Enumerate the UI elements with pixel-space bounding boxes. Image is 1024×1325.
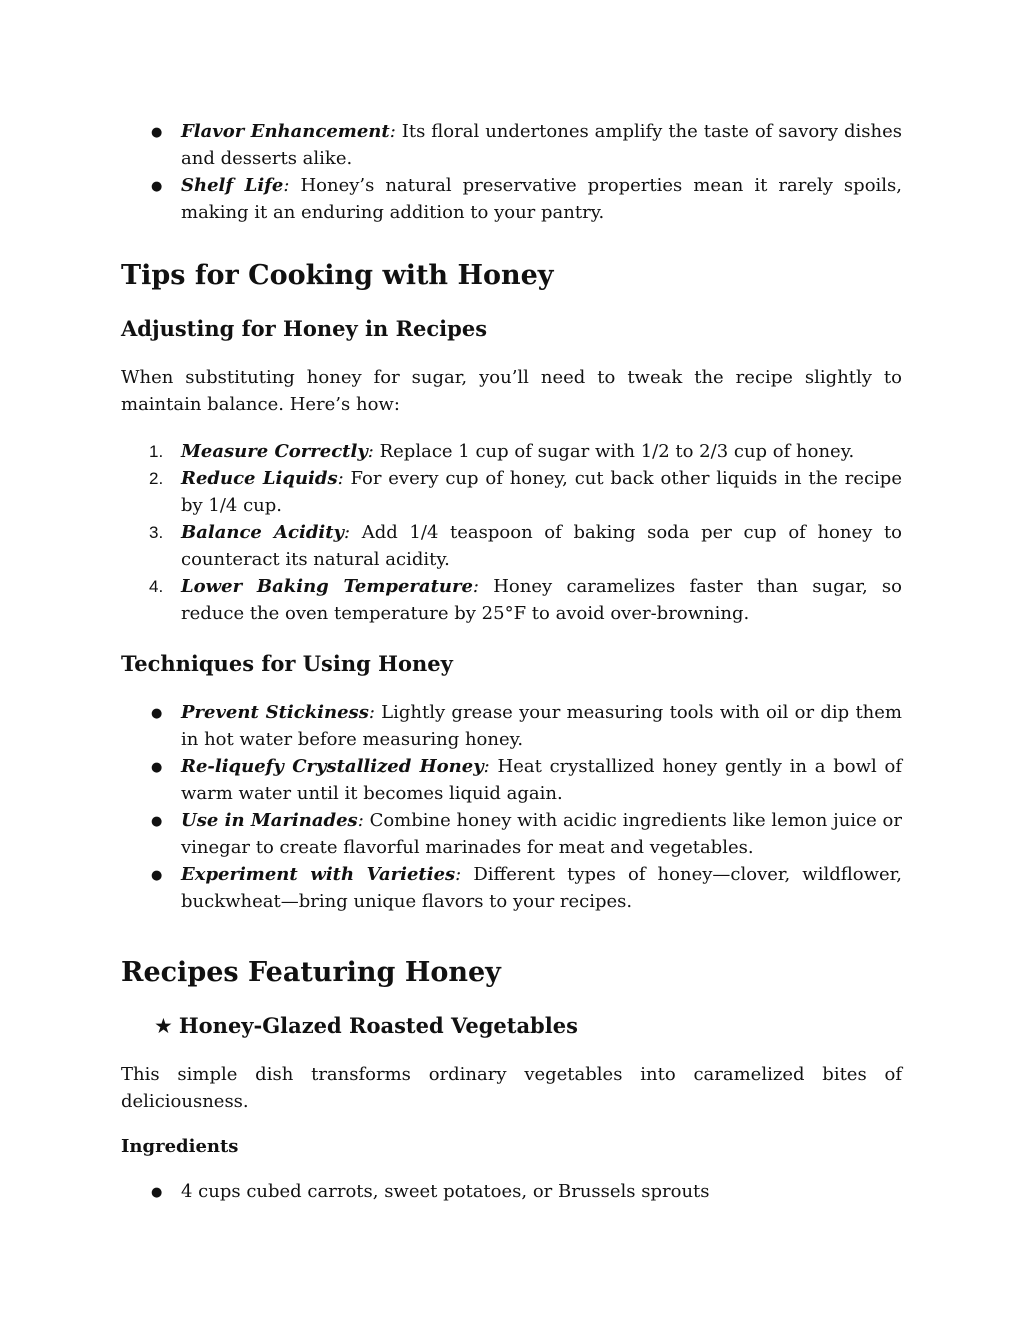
list-item: ● Flavor Enhancement: Its floral undertones amplify the taste of savory dishes and desserts alike. [151,121,902,169]
list-item: 1. Measure Correctly: Replace 1 cup of sugar with 1/2 to 2/3 cup of honey. [121,438,902,465]
list-item: 3. Balance Acidity: Add 1/4 teaspoon of baking soda per cup of honey to counteract its natural acidity. [121,519,902,573]
bullet-icon: ● [151,1185,163,1200]
ingredients-heading: Ingredients [121,1136,239,1157]
list-number: 4. [149,577,164,596]
list-item-term: Balance Acidity [181,522,345,543]
list-item-term: Experiment with Varieties [181,864,456,885]
list-item: 4. Lower Baking Temperature: Honey caramelizes faster than sugar, so reduce the oven temperature by 25°F to avoid over-browning. [121,573,902,627]
list-item: ● Re-liquefy Crystallized Honey: Heat crystallized honey gently in a bowl of warm water until it becomes liquid again. [151,756,902,804]
list-item-term: Re-liquefy Crystallized Honey [181,756,484,777]
list-item-term: Flavor Enhancement [181,121,390,142]
list-item-text: 4 cups cubed carrots, sweet potatoes, or Brussels sprouts [181,1181,710,1202]
bullet-icon: ● [151,814,163,829]
list-item-term: Measure Correctly [181,441,368,462]
section-heading-recipes: Recipes Featuring Honey [121,957,501,988]
list-item: 2. Reduce Liquids: For every cup of honey, cut back other liquids in the recipe by 1/4 cup. [121,465,902,519]
bullet-icon: ● [151,179,163,194]
recipe-heading [121,1011,902,1041]
recipe-title: Honey-Glazed Roasted Vegetables [178,1013,578,1038]
techniques-list [121,699,902,915]
document-page [121,118,902,1205]
list-item: ● Shelf Life: Honey’s natural preservative properties mean it rarely spoils, making it an enduring addition to your pantry. [151,175,902,223]
star-icon: ★ [154,1014,173,1038]
subsection-heading-techniques: Techniques for Using Honey [121,651,453,676]
list-item-term: Lower Baking Temperature [181,576,473,597]
list-item-term: Reduce Liquids [181,468,338,489]
adjusting-intro: When substituting honey for sugar, you’ll need to tweak the recipe slightly to maintain balance. Here’s how: [121,367,902,415]
list-item-text: Heat crystallized honey gently in a bowl of warm water until it becomes liquid again. [181,756,902,804]
list-item-term: Prevent Stickiness [181,702,369,723]
bullet-icon: ● [151,125,163,140]
subsection-heading-adjusting: Adjusting for Honey in Recipes [121,316,488,341]
recipe-description: This simple dish transforms ordinary vegetables into caramelized bites of deliciousness. [121,1064,902,1112]
intro-list [121,118,902,226]
bullet-icon: ● [151,868,163,883]
adjusting-steps-list [121,438,902,627]
list-item-text: Replace 1 cup of sugar with 1/2 to 2/3 cup of honey. [373,441,855,462]
list-item [121,1178,902,1205]
list-item: ● Prevent Stickiness: Lightly grease your measuring tools with oil or dip them in hot water before measuring honey. [151,702,902,750]
list-item-text: Honey’s natural preservative properties mean it rarely spoils, making it an enduring addition to your pantry. [181,175,902,223]
list-item-text: Lightly grease your measuring tools with oil or dip them in hot water before measuring honey. [181,702,902,750]
ingredients-list [121,1178,902,1205]
list-item-term: Shelf Life [181,175,284,196]
section-heading-tips: Tips for Cooking with Honey [121,260,554,291]
list-number: 1. [149,442,164,461]
list-item-term: Use in Marinades [181,810,358,831]
list-item-text: For every cup of honey, cut back other liquids in the recipe by 1/4 cup. [181,468,902,516]
list-item-text: Add 1/4 teaspoon of baking soda per cup of honey to counteract its natural acidity. [181,522,903,570]
list-item: ● Experiment with Varieties: Different types of honey—clover, wildflower, buckwheat—bring unique flavors to your recipes. [151,864,902,912]
list-item-text: Combine honey with acidic ingredients like lemon juice or vinegar to create flavorful marinades for meat and vegetables. [181,810,903,858]
list-number: 3. [149,523,164,542]
list-item-text: Its floral undertones amplify the taste of savory dishes and desserts alike. [181,121,902,169]
bullet-icon: ● [151,706,163,721]
list-number: 2. [149,469,164,488]
bullet-icon: ● [151,760,163,775]
list-item-text: Different types of honey—clover, wildflower, buckwheat—bring unique flavors to your recipes. [181,864,902,912]
list-item-text: Honey caramelizes faster than sugar, so reduce the oven temperature by 25°F to avoid over-browning. [181,576,902,624]
list-item: ● Use in Marinades: Combine honey with acidic ingredients like lemon juice or vinegar to create flavorful marinades for meat and vegetables. [151,810,903,858]
